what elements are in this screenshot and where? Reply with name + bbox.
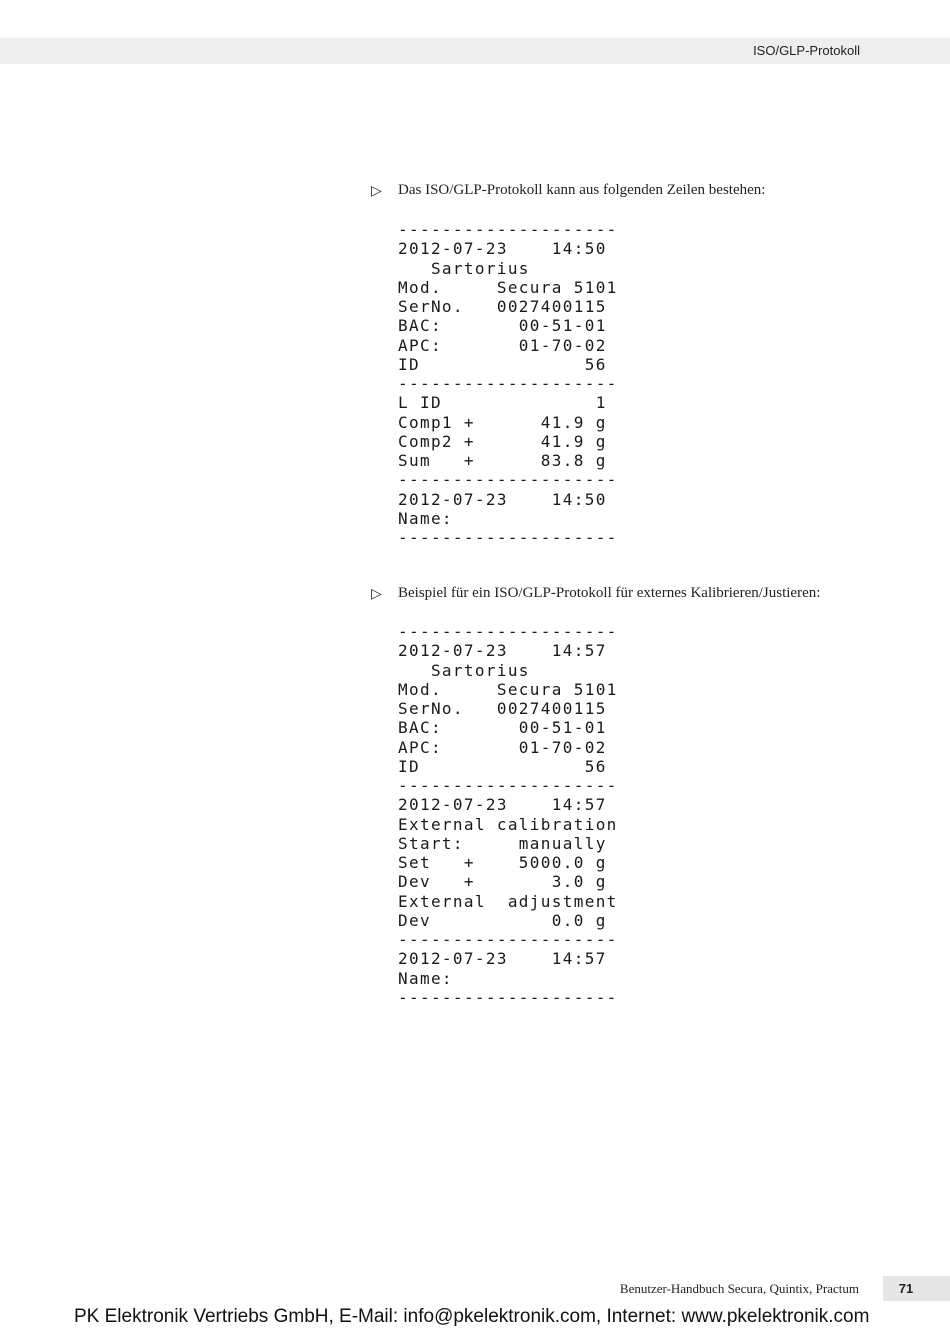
printout-line: L ID 1 <box>398 393 607 413</box>
printout-line: SerNo. 0027400115 <box>398 297 607 316</box>
printout-line: Comp1 + 41.9 g <box>398 412 607 432</box>
bullet-triangle-icon: ▷ <box>371 586 382 602</box>
printout-line: -------------------- <box>398 528 618 547</box>
printout-line: External adjustment <box>398 891 618 911</box>
printout-line: Name: <box>398 508 453 528</box>
page-number: 71 <box>898 1281 914 1296</box>
printout-line: -------------------- <box>398 470 618 490</box>
printout-line: Comp2 + 41.9 g <box>398 431 607 451</box>
printout-line: 2012-07-23 14:57 <box>398 641 607 661</box>
printout-line: -------------------- <box>398 776 618 795</box>
printout-line: Mod. Secura 5101 <box>398 277 618 297</box>
printout-line: 2012-07-23 14:50 <box>398 239 607 259</box>
section2-intro: Beispiel für ein ISO/GLP-Protokoll für externes Kalibrieren/Justieren: <box>398 585 821 601</box>
printout-line: Mod. Secura 5101 <box>398 679 618 699</box>
printout-line: -------------------- <box>398 220 618 239</box>
printout-line: -------------------- <box>398 622 618 641</box>
printout-line: Set + 5000.0 g <box>398 853 607 872</box>
printout-line: APC: 01-70-02 <box>398 737 607 757</box>
printout-line: Start: manually <box>398 833 607 853</box>
printout-line: Dev 0.0 g <box>398 910 607 930</box>
printout-line: ID 56 <box>398 756 607 776</box>
printout-line: External calibration <box>398 814 618 834</box>
bullet-triangle-icon: ▷ <box>371 183 382 199</box>
printout-line: -------------------- <box>398 987 618 1007</box>
printout-line: BAC: 00-51-01 <box>398 316 607 336</box>
printout-line: Sum + 83.8 g <box>398 451 607 470</box>
printout-line: Dev + 3.0 g <box>398 872 607 892</box>
printout-line: Sartorius <box>398 660 530 680</box>
printout-line: 2012-07-23 14:50 <box>398 489 607 509</box>
printout-line: -------------------- <box>398 930 618 949</box>
printout-line: -------------------- <box>398 374 618 393</box>
watermark-text: PK Elektronik Vertriebs GmbH, E-Mail: info@pkelektronik.com, Internet: www.pkelektronik.com <box>74 1306 870 1327</box>
header-title: ISO/GLP-Protokoll <box>753 43 860 58</box>
printout-line: BAC: 00-51-01 <box>398 718 607 738</box>
footer-manual-title: Benutzer-Handbuch Secura, Quintix, Practum <box>619 1281 859 1296</box>
printout-line: APC: 01-70-02 <box>398 335 607 355</box>
printout-line: 2012-07-23 14:57 <box>398 795 607 815</box>
iso-glp-printout-1 <box>398 220 618 547</box>
printout-line: Name: <box>398 968 453 988</box>
printout-line: 2012-07-23 14:57 <box>398 949 607 969</box>
printout-line: ID 56 <box>398 354 607 374</box>
printout-line: SerNo. 0027400115 <box>398 699 607 718</box>
iso-glp-printout-2 <box>398 622 618 1007</box>
printout-line: Sartorius <box>398 258 530 278</box>
section1-intro: Das ISO/GLP-Protokoll kann aus folgenden Zeilen bestehen: <box>398 182 766 198</box>
